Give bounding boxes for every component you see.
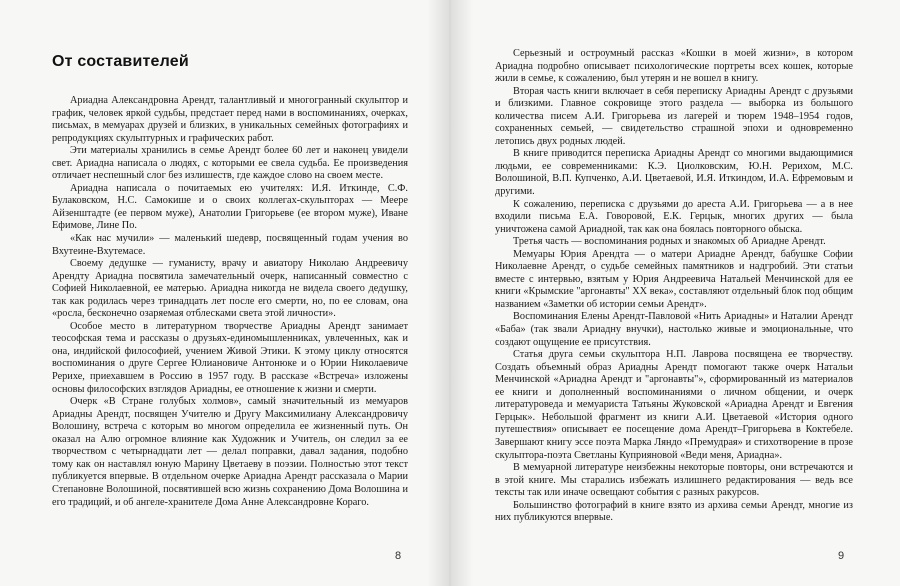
paragraph: Серьезный и остроумный рассказ «Кошки в моей жизни», в котором Ариадна подробно описывает психологические портреты всех кошек, которые жили в семье, к сожалению, был утерян и не вошел в книгу. [495, 48, 853, 85]
left-page-text [52, 95, 408, 509]
right-page [451, 0, 900, 586]
paragraph: Эти материалы хранились в семье Арендт более 60 лет и наконец увидели свет. Ариадна написала о людях, с которыми ее свела судьба. Ее произведения отличает неспешный слог без излишеств, где каждое слово на своем месте. [52, 145, 408, 182]
paragraph: Ариадна написала о почитаемых ею учителях: И.Я. Иткинде, С.Ф. Булаковском, Н.С. Самокише и о своих коллегах-скульпторах — Меере Айзенштадте (ее первом муже), Анатолии Григорьеве (ее втором муже), Иване Ефимове, Лине По. [52, 182, 408, 232]
page-number: 8 [395, 550, 402, 562]
paragraph: Ариадна Александровна Арендт, талантливый и многогранный скульптор и график, человек яркой судьбы, предстает перед нами в воспоминаниях, очерках, письмах, в мемуарах друзей и близких, в уникальных семейных фотографиях и репродукциях скульптурных и графических работ. [52, 95, 408, 144]
paragraph: Вторая часть книги включает в себя переписку Ариадны Арендт с друзьями и близкими. Главное сокровище этого раздела — выборка из большого количества писем А.И. Григорьева из лагерей и тюрем 1948–1954 годов, сохраненных семьей, — свидетельство страшной эпохи и одновременно летопись двух родных людей. [495, 85, 853, 147]
paragraph: Статья друга семьи скульптора Н.П. Лаврова посвящена ее творчеству. Создать объемный образ Ариадны Арендт помогают также очерк Натальи Менчинской «Ариадна Арендт и "аргонавты"», сформированный из материалов ее книги и дополненный воспоминаниями о личном общении, и очерк литературоведа и мемуариста Татьяны Жуковской «Ариадна Арендт и Евгения Герцык». Небольшой фрагмент из книги А.И. Цветаевой «История одного путешествия» описывает ее посещение дома Арендт–Григорьева в Коктебеле. Завершают книгу эссе поэта Марка Ляндо «Премудрая» и стихотворение в прозе скульптора-поэта Светланы Куприяновой «Веди меня, Ариадна». [495, 349, 853, 461]
paragraph: К сожалению, переписка с друзьями до ареста А.И. Григорьева — а в нее входили письма Е.А. Говоровой, Е.К. Герцык, многих других — была уничтожена самой Ариадной, так как она боялась повторного обыска. [495, 198, 853, 235]
paragraph: В мемуарной литературе неизбежны некоторые повторы, они встречаются и в этой книге. Мы старались избежать излишнего редактирования — ведь все тексты так или иначе освещают события с разных ракурсов. [495, 462, 853, 499]
paragraph: Своему дедушке — гуманисту, врачу и авиатору Николаю Андреевичу Арендту Ариадна посвятила замечательный очерк, написанный совместно с Софией Николаевной, ее матерью. Ариадна никогда не видела своего дедушку, так как родилась через тринадцать лет после его смерти, но, по ее словам, она «росла, бесконечно озаряемая отблесками света этой личности». [52, 258, 408, 320]
paragraph: В книге приводится переписка Ариадны Арендт со многими выдающимися людьми, ее современниками: К.Э. Циолковским, Ю.Н. Рерихом, М.С. Волошиной, В.П. Купченко, А.И. Цветаевой, И.Я. Иткиндом, И.А. Ефремовым и другими. [495, 148, 853, 198]
left-page [0, 0, 449, 586]
paragraph: Особое место в литературном творчестве Ариадны Арендт занимает теософская тема и рассказы о друзьях-единомышленниках, увлеченных, как и она, индийской философией, учением Живой Этики. К этому циклу относятся воспоминания о друге Сергее Юлиановиче Антонюке и о Юрии Николаевиче Рерихе, приехавшем в Россию в 1957 году. В рассказе «Встреча» изложены основы философских взглядов Ариадны, ее отношение к жизни и смерти. [52, 320, 408, 395]
page-number: 9 [838, 550, 845, 562]
gutter-shadow [451, 0, 473, 586]
section-heading: От составителей [52, 53, 189, 70]
paragraph: Воспоминания Елены Арендт-Павловой «Нить Ариадны» и Наталии Арендт «Баба» (так звали Ариадну внучки), настолько живые и эмоциональные, что создают ощущение ее присутствия. [495, 311, 853, 348]
right-page-text [495, 48, 853, 525]
gutter-shadow [427, 0, 449, 586]
paragraph: Мемуары Юрия Арендта — о матери Ариадне Арендт, бабушке Софии Николаевне Арендт, о судьбе семейных памятников и надгробий. Эти статьи вместе с интервью, взятым у Юрия Андреевича Натальей Менчинской для ее книги «Крымские "аргонавты" XX века», составляют отдельный блок под общим названием «Заметки об истории семьи Арендт». [495, 248, 853, 310]
paragraph: Очерк «В Стране голубых холмов», самый значительный из мемуаров Ариадны Арендт, посвящен Учителю и Другу Максимилиану Александровичу Волошину, встреча с которым во многом определила ее жизненный путь. Он оказал на Алю огромное влияние как Художник и Учитель, он следил за ее творчеством с четырнадцати лет — делал поправки, давал задания, подобно тому как он наставлял юную Марину Цветаеву в поэзии. Полностью этот текст публикуется впервые. В отдельном очерке Ариадна Арендт рассказала о Марии Степановне Волошиной, посвятившей всю жизнь сохранению Дома Волошина и его традиций, и об ангеле-хранителе Дома Анне Александровне Кораго. [52, 396, 408, 508]
paragraph: Третья часть — воспоминания родных и знакомых об Ариадне Арендт. [513, 236, 826, 248]
paragraph: «Как нас мучили» — маленький шедевр, посвященный годам учения во Вхутеине-Вхутемасе. [52, 233, 408, 257]
paragraph: Большинство фотографий в книге взято из архива семьи Арендт, многие из них публикуются впервые. [495, 499, 853, 524]
